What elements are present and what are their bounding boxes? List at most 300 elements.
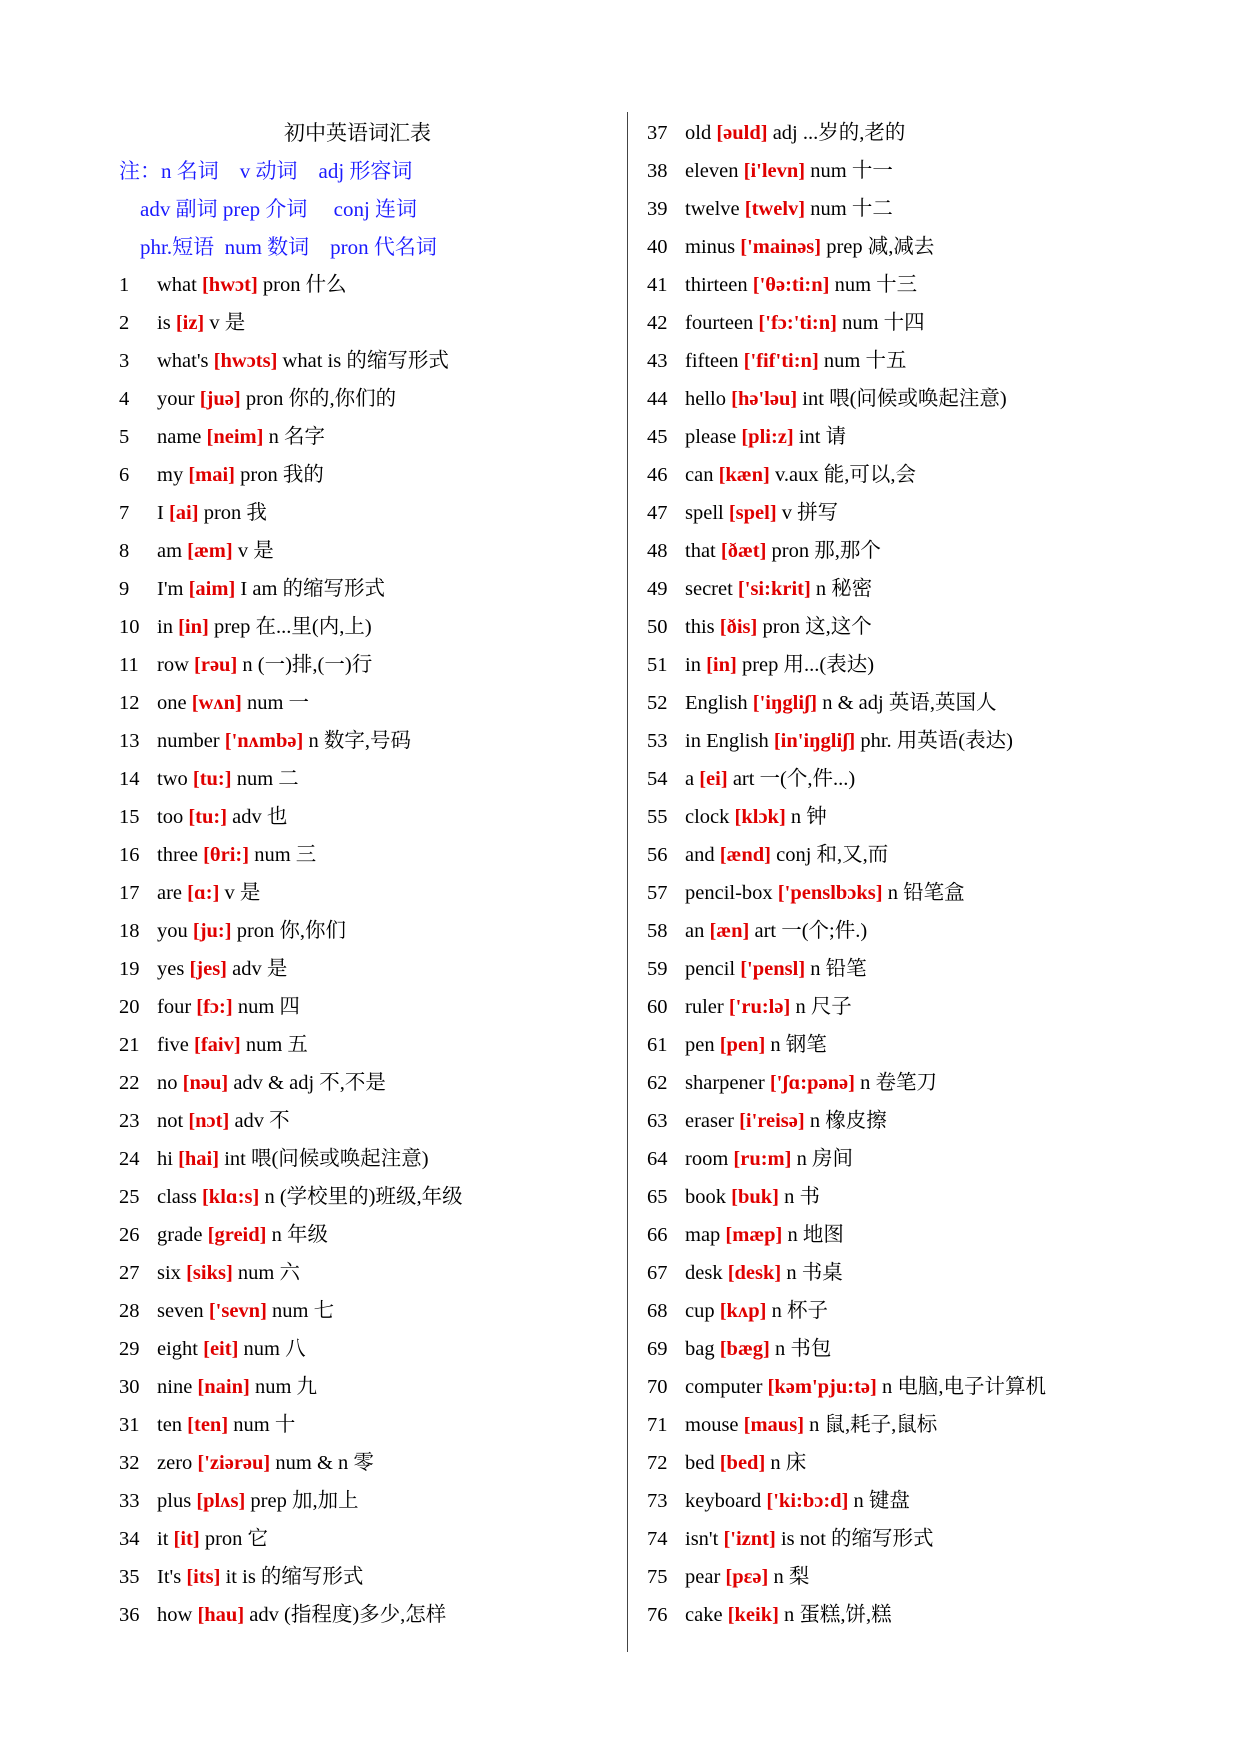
vocab-entry	[119, 1596, 619, 1634]
entry-number: 6	[119, 464, 130, 486]
entry-definition: pron 那,那个	[771, 540, 881, 562]
entry-phonetic: [ei]	[699, 768, 728, 790]
entry-word: hi	[157, 1148, 173, 1170]
entry-phonetic: ['pensl]	[740, 958, 806, 980]
entry-phonetic: ['penslbɔks]	[777, 882, 883, 904]
entry-phonetic: ['ru:lə]	[728, 996, 791, 1018]
vocab-entry	[647, 152, 1207, 190]
entry-number: 10	[119, 616, 140, 638]
vocab-entry	[647, 684, 1207, 722]
entry-definition: n 钟	[790, 806, 827, 828]
vocab-entry	[647, 570, 1207, 608]
entry-phonetic: [θri:]	[203, 844, 250, 866]
vocab-entry	[647, 1444, 1207, 1482]
entry-phonetic: ['mainəs]	[740, 236, 822, 258]
entry-number: 65	[647, 1186, 668, 1208]
vocab-entry	[119, 1406, 619, 1444]
entry-definition: n 梨	[773, 1566, 810, 1588]
entry-number: 19	[119, 958, 140, 980]
entry-number: 9	[119, 578, 130, 600]
entry-definition: pron 什么	[262, 274, 347, 296]
entry-word: pen	[685, 1034, 715, 1056]
entry-number: 20	[119, 996, 140, 1018]
entry-phonetic: [ten]	[187, 1414, 229, 1436]
entry-word: spell	[685, 502, 724, 524]
entry-definition: what is 的缩写形式	[282, 350, 449, 372]
entry-definition: num 十	[233, 1414, 296, 1436]
entry-number: 44	[647, 388, 668, 410]
entry-number: 41	[647, 274, 668, 296]
vocab-entry	[119, 380, 619, 418]
entry-word: desk	[685, 1262, 723, 1284]
page-title: 初中英语词汇表	[284, 121, 431, 145]
vocab-entry	[647, 1102, 1207, 1140]
vocab-entry	[647, 418, 1207, 456]
vocab-entry	[119, 950, 619, 988]
vocab-entry	[119, 684, 619, 722]
vocab-entry	[119, 1140, 619, 1178]
entry-word: it	[157, 1528, 169, 1550]
entry-number: 57	[647, 882, 668, 904]
entry-definition: n 年级	[271, 1224, 328, 1246]
vocab-entry	[119, 836, 619, 874]
entry-word: yes	[157, 958, 185, 980]
entry-phonetic: [eit]	[203, 1338, 239, 1360]
entry-number: 8	[119, 540, 130, 562]
entry-word: pencil	[685, 958, 736, 980]
vocab-entry	[647, 874, 1207, 912]
entry-definition: num 十四	[842, 312, 925, 334]
entry-phonetic: [ru:m]	[733, 1148, 792, 1170]
entry-definition: pron 我	[203, 502, 267, 524]
entry-word: ten	[157, 1414, 183, 1436]
entry-phonetic: [nain]	[197, 1376, 250, 1398]
entry-phonetic: [hwɔt]	[201, 274, 258, 296]
entry-number: 68	[647, 1300, 668, 1322]
entry-phonetic: [klɔk]	[734, 806, 786, 828]
vocab-entry	[119, 912, 619, 950]
entry-number: 17	[119, 882, 140, 904]
entry-definition: n 橡皮擦	[809, 1110, 887, 1132]
entry-word: number	[157, 730, 220, 752]
entry-definition: num 三	[254, 844, 317, 866]
entry-definition: v 拼写	[781, 502, 839, 524]
entry-phonetic: [pεə]	[725, 1566, 769, 1588]
entry-number: 50	[647, 616, 668, 638]
entry-definition: conj 和,又,而	[776, 844, 889, 866]
entry-word: what	[157, 274, 197, 296]
entry-phonetic: [hai]	[178, 1148, 220, 1170]
entry-definition: num 二	[236, 768, 299, 790]
entry-word: eight	[157, 1338, 198, 1360]
entry-phonetic: [desk]	[727, 1262, 782, 1284]
entry-phonetic: [ɑ:]	[187, 882, 220, 904]
entry-number: 2	[119, 312, 130, 334]
entry-word: map	[685, 1224, 721, 1246]
entry-definition: num & n 零	[275, 1452, 374, 1474]
entry-word: ruler	[685, 996, 724, 1018]
entry-phonetic: [juə]	[199, 388, 241, 410]
entry-word: keyboard	[685, 1490, 762, 1512]
entry-number: 42	[647, 312, 668, 334]
entry-phonetic: [aim]	[188, 578, 236, 600]
vocab-entry	[119, 1482, 619, 1520]
entry-number: 23	[119, 1110, 140, 1132]
entry-number: 43	[647, 350, 668, 372]
entry-word: in	[685, 654, 701, 676]
entry-phonetic: [in'iŋgliʃ]	[773, 730, 856, 752]
vocab-entry	[119, 304, 619, 342]
vocab-entry	[119, 722, 619, 760]
entry-word: I'm	[157, 578, 189, 600]
entry-word: you	[157, 920, 188, 942]
entry-word: please	[685, 426, 737, 448]
vocab-entry	[647, 1254, 1207, 1292]
legend-note-3: phr.短语 num 数词 pron 代名词	[119, 235, 437, 259]
entry-phonetic: ['ki:bɔ:d]	[766, 1490, 849, 1512]
entry-definition: n 数字,号码	[308, 730, 411, 752]
entry-definition: n 床	[770, 1452, 807, 1474]
entry-definition: prep 减,减去	[826, 236, 935, 258]
entry-definition: v.aux 能,可以,会	[774, 464, 916, 486]
entry-number: 38	[647, 160, 668, 182]
entry-word: pencil-box	[685, 882, 773, 904]
entry-word: clock	[685, 806, 730, 828]
entry-definition: n 杯子	[771, 1300, 828, 1322]
entry-definition: n 蛋糕,饼,糕	[784, 1604, 892, 1626]
entry-phonetic: [tu:]	[192, 768, 232, 790]
entry-phonetic: [rəu]	[194, 654, 238, 676]
vocab-entry	[647, 1406, 1207, 1444]
entry-word: nine	[157, 1376, 193, 1398]
entry-definition: prep 加,加上	[250, 1490, 359, 1512]
vocab-entry	[647, 532, 1207, 570]
entry-number: 60	[647, 996, 668, 1018]
entry-word: row	[157, 654, 189, 676]
entry-definition: num 九	[254, 1376, 318, 1398]
entry-phonetic: [æn]	[709, 920, 750, 942]
entry-phonetic: [fɔ:]	[196, 996, 233, 1018]
entry-definition: v 是	[209, 312, 246, 334]
entry-word: my	[157, 464, 184, 486]
entry-word: bed	[685, 1452, 715, 1474]
vocab-entry	[647, 456, 1207, 494]
entry-word: twelve	[685, 198, 740, 220]
entry-word: can	[685, 464, 714, 486]
entry-number: 28	[119, 1300, 140, 1322]
entry-phonetic: [əuld]	[716, 122, 768, 144]
entry-number: 13	[119, 730, 140, 752]
entry-definition: adv & adj 不,不是	[233, 1072, 386, 1094]
vocab-entry	[119, 1558, 619, 1596]
vocab-entry	[647, 1368, 1207, 1406]
entry-definition: num 四	[237, 996, 300, 1018]
entry-word: computer	[685, 1376, 763, 1398]
entry-definition: n 秘密	[815, 578, 873, 600]
vocab-entry	[119, 874, 619, 912]
entry-definition: n (学校里的)班级,年级	[264, 1186, 463, 1208]
entry-phonetic: [tu:]	[188, 806, 228, 828]
entry-definition: n 名字	[268, 426, 325, 448]
entry-phonetic: [buk]	[731, 1186, 779, 1208]
entry-definition: num 五	[245, 1034, 308, 1056]
entry-number: 61	[647, 1034, 668, 1056]
entry-number: 39	[647, 198, 668, 220]
entry-word: seven	[157, 1300, 204, 1322]
entry-definition: int 请	[798, 426, 847, 448]
entry-phonetic: [greid]	[207, 1224, 267, 1246]
entry-definition: art 一(个,件...)	[732, 768, 856, 790]
vocab-entry	[647, 1292, 1207, 1330]
vocab-entry	[647, 1558, 1207, 1596]
entry-word: in English	[685, 730, 769, 752]
entry-word: fifteen	[685, 350, 739, 372]
entry-number: 32	[119, 1452, 140, 1474]
entry-definition: n 铅笔盒	[887, 882, 965, 904]
entry-phonetic: [wʌn]	[191, 692, 242, 714]
entry-phonetic: [it]	[173, 1528, 200, 1550]
entry-definition: n 键盘	[853, 1490, 910, 1512]
vocab-entry	[119, 342, 619, 380]
vocab-entry	[647, 1520, 1207, 1558]
entry-word: six	[157, 1262, 181, 1284]
entry-number: 5	[119, 426, 130, 448]
entry-word: secret	[685, 578, 733, 600]
entry-phonetic: [ju:]	[192, 920, 232, 942]
legend-note-2: adv 副词 prep 介词 conj 连词	[119, 197, 418, 221]
entry-number: 58	[647, 920, 668, 942]
vocab-entry	[647, 494, 1207, 532]
entry-word: sharpener	[685, 1072, 765, 1094]
entry-phonetic: [kæn]	[718, 464, 770, 486]
entry-definition: prep 在...里(内,上)	[213, 616, 372, 638]
entry-number: 1	[119, 274, 130, 296]
entry-word: two	[157, 768, 188, 790]
entry-word: cake	[685, 1604, 723, 1626]
entry-definition: int 喂(问候或唤起注意)	[802, 388, 1007, 410]
vocab-entry	[119, 608, 619, 646]
entry-phonetic: [bed]	[719, 1452, 766, 1474]
left-vocab-list	[119, 266, 619, 1634]
entry-number: 48	[647, 540, 668, 562]
entry-number: 55	[647, 806, 668, 828]
vocab-entry	[647, 1216, 1207, 1254]
entry-phonetic: [bæg]	[719, 1338, 770, 1360]
entry-definition: n & adj 英语,英国人	[822, 692, 997, 714]
entry-number: 3	[119, 350, 130, 372]
entry-definition: n 卷笔刀	[860, 1072, 937, 1094]
entry-phonetic: ['θə:ti:n]	[752, 274, 830, 296]
entry-word: isn't	[685, 1528, 719, 1550]
entry-number: 15	[119, 806, 140, 828]
entry-definition: n 书包	[774, 1338, 832, 1360]
entry-phonetic: ['si:krit]	[737, 578, 811, 600]
entry-definition: v 是	[237, 540, 274, 562]
entry-definition: adv 不	[234, 1110, 290, 1132]
entry-number: 63	[647, 1110, 668, 1132]
right-vocab-list	[647, 114, 1207, 1634]
entry-number: 47	[647, 502, 668, 524]
vocab-entry	[647, 1330, 1207, 1368]
entry-word: English	[685, 692, 748, 714]
entry-word: this	[685, 616, 715, 638]
entry-word: plus	[157, 1490, 192, 1512]
entry-phonetic: [mai]	[188, 464, 236, 486]
entry-phonetic: [hə'ləu]	[731, 388, 798, 410]
vocab-entry	[119, 570, 619, 608]
entry-number: 16	[119, 844, 140, 866]
entry-number: 27	[119, 1262, 140, 1284]
entry-phonetic: [iz]	[175, 312, 205, 334]
entry-definition: n 地图	[787, 1224, 844, 1246]
entry-definition: adj ...岁的,老的	[772, 122, 906, 144]
vocab-entry	[647, 228, 1207, 266]
entry-word: cup	[685, 1300, 715, 1322]
entry-definition: prep 用...(表达)	[741, 654, 875, 676]
entry-definition: n 电脑,电子计算机	[881, 1376, 1046, 1398]
left-column	[119, 114, 619, 1634]
entry-definition: n 钢笔	[770, 1034, 827, 1056]
vocab-entry	[119, 988, 619, 1026]
vocab-entry	[119, 1292, 619, 1330]
entry-definition: I am 的缩写形式	[240, 578, 386, 600]
vocab-entry	[647, 304, 1207, 342]
entry-number: 53	[647, 730, 668, 752]
entry-phonetic: [faiv]	[194, 1034, 241, 1056]
entry-word: grade	[157, 1224, 203, 1246]
entry-definition: art 一(个;件.)	[754, 920, 868, 942]
vocab-entry	[647, 114, 1207, 152]
vocab-entry	[119, 456, 619, 494]
entry-phonetic: ['ʃɑ:pənə]	[769, 1072, 855, 1094]
entry-word: am	[157, 540, 183, 562]
vocab-entry	[647, 380, 1207, 418]
entry-number: 30	[119, 1376, 140, 1398]
entry-definition: pron 我的	[240, 464, 324, 486]
entry-word: five	[157, 1034, 189, 1056]
entry-phonetic: [in]	[178, 616, 209, 638]
entry-word: how	[157, 1604, 193, 1626]
entry-definition: pron 它	[204, 1528, 269, 1550]
vocab-entry	[119, 1102, 619, 1140]
entry-word: no	[157, 1072, 178, 1094]
entry-definition: pron 你的,你们的	[245, 388, 397, 410]
entry-definition: n 铅笔	[810, 958, 867, 980]
entry-word: a	[685, 768, 695, 790]
entry-definition: num 十三	[834, 274, 918, 296]
entry-word: class	[157, 1186, 197, 1208]
entry-number: 40	[647, 236, 668, 258]
entry-number: 45	[647, 426, 668, 448]
entry-word: four	[157, 996, 192, 1018]
entry-phonetic: [kəm'pju:tə]	[767, 1376, 877, 1398]
entry-definition: n 尺子	[795, 996, 852, 1018]
vocab-entry	[119, 1064, 619, 1102]
entry-definition: n 房间	[796, 1148, 853, 1170]
vocab-entry	[119, 418, 619, 456]
entry-number: 59	[647, 958, 668, 980]
entry-word: not	[157, 1110, 184, 1132]
entry-phonetic: [hwɔts]	[213, 350, 278, 372]
entry-definition: adv (指程度)多少,怎样	[249, 1604, 447, 1626]
entry-definition: phr. 用英语(表达)	[860, 730, 1013, 752]
vocab-entry	[119, 266, 619, 304]
entry-word: eraser	[685, 1110, 734, 1132]
entry-phonetic: [kʌp]	[719, 1300, 767, 1322]
entry-number: 46	[647, 464, 668, 486]
entry-phonetic: [spel]	[728, 502, 777, 524]
entry-number: 14	[119, 768, 140, 790]
entry-phonetic: [its]	[186, 1566, 221, 1588]
entry-definition: adv 是	[232, 958, 288, 980]
vocab-entry	[647, 1596, 1207, 1634]
entry-definition: num 十二	[810, 198, 893, 220]
vocab-entry	[119, 1254, 619, 1292]
vocab-entry	[647, 266, 1207, 304]
entry-phonetic: [i'reisə]	[739, 1110, 805, 1132]
entry-phonetic: [jes]	[189, 958, 228, 980]
entry-number: 36	[119, 1604, 140, 1626]
entry-word: It's	[157, 1566, 182, 1588]
entry-number: 4	[119, 388, 130, 410]
entry-number: 22	[119, 1072, 140, 1094]
entry-definition: adv 也	[232, 806, 288, 828]
entry-phonetic: [neim]	[206, 426, 264, 448]
entry-word: one	[157, 692, 187, 714]
entry-phonetic: [plʌs]	[196, 1490, 246, 1512]
entry-number: 11	[119, 654, 139, 676]
entry-word: too	[157, 806, 184, 828]
entry-number: 73	[647, 1490, 668, 1512]
entry-word: eleven	[685, 160, 739, 182]
entry-number: 51	[647, 654, 668, 676]
entry-number: 75	[647, 1566, 668, 1588]
entry-number: 62	[647, 1072, 668, 1094]
entry-word: thirteen	[685, 274, 748, 296]
entry-number: 67	[647, 1262, 668, 1284]
entry-phonetic: [ðæt]	[720, 540, 767, 562]
entry-definition: num 十一	[810, 160, 893, 182]
entry-number: 70	[647, 1376, 668, 1398]
entry-phonetic: [ðis]	[719, 616, 758, 638]
entry-number: 29	[119, 1338, 140, 1360]
right-column	[647, 114, 1207, 1634]
vocab-entry	[647, 646, 1207, 684]
vocab-entry	[119, 494, 619, 532]
entry-word: bag	[685, 1338, 715, 1360]
vocab-entry	[647, 988, 1207, 1026]
entry-word: your	[157, 388, 195, 410]
entry-phonetic: [klɑ:s]	[201, 1186, 260, 1208]
entry-number: 56	[647, 844, 668, 866]
entry-word: an	[685, 920, 705, 942]
entry-word: room	[685, 1148, 729, 1170]
vocab-entry	[647, 836, 1207, 874]
entry-word: old	[685, 122, 712, 144]
entry-word: are	[157, 882, 183, 904]
entry-definition: num 六	[237, 1262, 300, 1284]
entry-number: 18	[119, 920, 140, 942]
entry-definition: n (一)排,(一)行	[242, 654, 373, 676]
vocab-entry	[647, 608, 1207, 646]
entry-number: 72	[647, 1452, 668, 1474]
vocab-entry	[647, 1178, 1207, 1216]
vocab-entry	[647, 1064, 1207, 1102]
entry-phonetic: [twelv]	[744, 198, 806, 220]
entry-number: 49	[647, 578, 668, 600]
entry-word: what's	[157, 350, 209, 372]
entry-phonetic: [keik]	[727, 1604, 779, 1626]
